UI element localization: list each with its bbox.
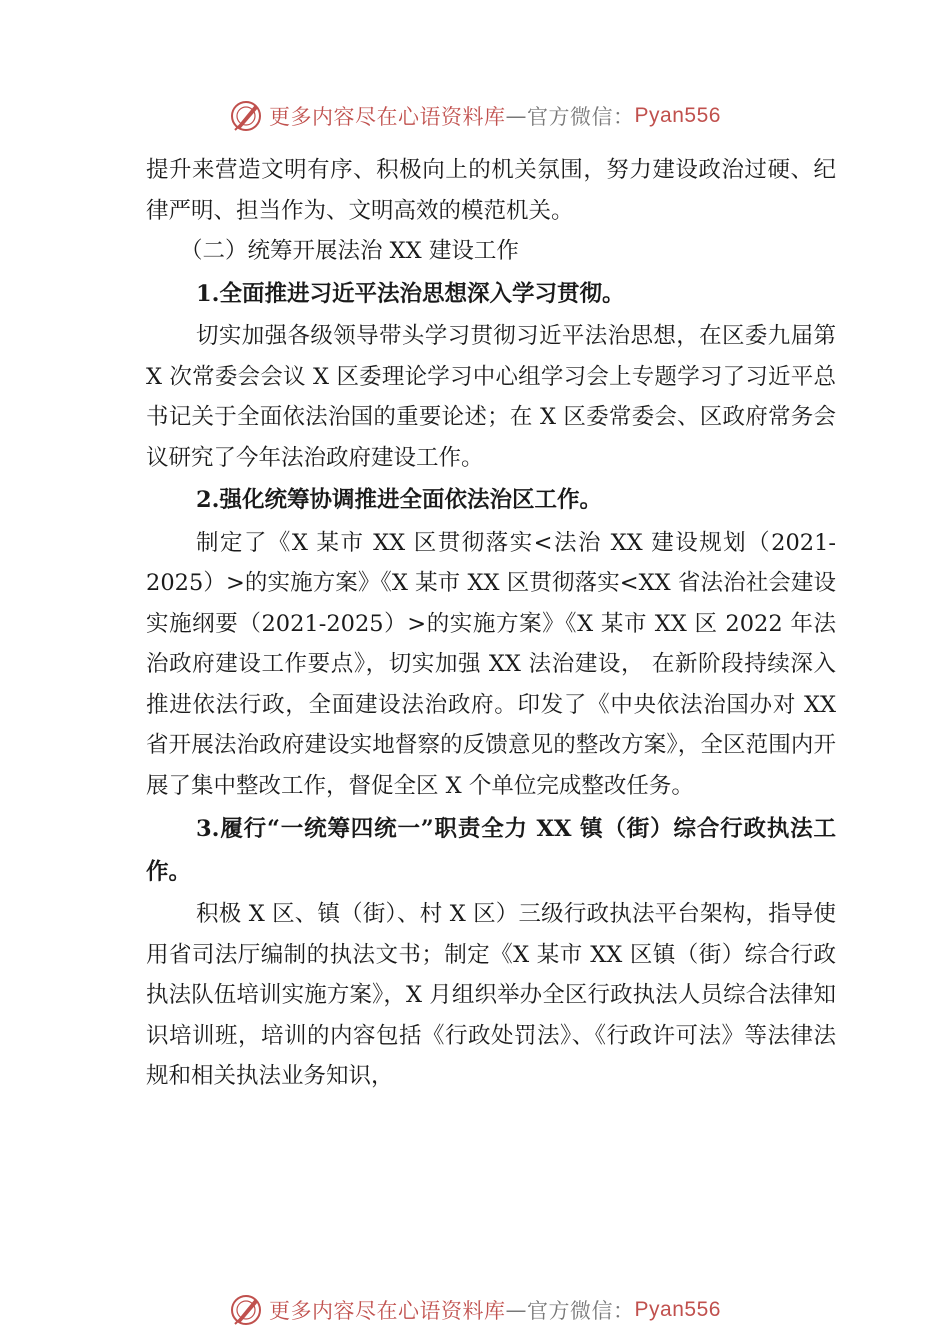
footer-site-name: 更多内容尽在心语资料库 [269, 1299, 506, 1323]
item-2-heading: 2.强化统筹协调推进全面依法治区工作。 [196, 487, 602, 513]
footer-wechat-label: 官方微信： [527, 1299, 635, 1323]
intro-paragraph: 提升来营造文明有序、积极向上的机关氛围，努力建设政治过硬、纪律严明、担当作为、文明高效的模范机关。 [146, 157, 836, 224]
footer-wechat-id: Pyan556 [634, 1298, 721, 1321]
page-footer [0, 1290, 950, 1330]
header-wechat-label: 官方微信： [527, 105, 635, 129]
item-1-paragraph: 切实加强各级领导带头学习贯彻习近平法治思想，在区委九届第 X 次常委会会议 X 区委理论学习中心组学习会上专题学习了习近平总书记关于全面依法治国的重要论述；在 X 区委常委会、区政府常务会议研究了今年法治政府建设工作。 [146, 323, 836, 471]
page-header [0, 96, 950, 136]
item-2-paragraph: 制定了《X 某市 XX 区贯彻落实<法治 XX 建设规划（2021- 2025）>的实施方案》《X 某市 XX 区贯彻落实<XX 省法治社会建设实施纲要（2021-2025）>的实施方案》《X 某市 XX 区 2022 年法治政府建设工作要点》，切实加强 XX 法治建设， 在新阶段持续深入推进依法行政，全面建设法治政府。印发了《中央依法治国办对 XX 省开展法治政府建设实地督察的反馈意见的整改方案》，全区范围内开展了集中整改工作，督促全区 X 个单位完成整改任务。 [146, 529, 836, 799]
header-wechat-id: Pyan556 [634, 104, 721, 127]
quill-pen-logo-icon [229, 1293, 263, 1327]
quill-pen-logo-icon [229, 99, 263, 133]
item-3-heading: 3.履行“一统筹四统一”职责全力 XX 镇（街）综合行政执法工作。 [146, 816, 836, 885]
footer-separator: — [505, 1298, 528, 1322]
section-heading: （二）统筹开展法治 XX 建设工作 [180, 238, 519, 264]
document-body [146, 150, 836, 1097]
item-1-heading: 1.全面推进习近平法治思想深入学习贯彻。 [196, 280, 625, 307]
header-site-name: 更多内容尽在心语资料库 [269, 105, 506, 129]
item-3-paragraph: 积极 X 区、镇（街）、村 X 区）三级行政执法平台架构，指导使用省司法厅编制的执法文书；制定《X 某市 XX 区镇（街）综合行政执法队伍培训实施方案》，X 月组织举办全区行政执法人员综合法律知识培训班，培训的内容包括《行政处罚法》、《行政许可法》等法律法规和相关执法业务知识， [146, 901, 836, 1089]
header-separator: — [505, 104, 528, 128]
